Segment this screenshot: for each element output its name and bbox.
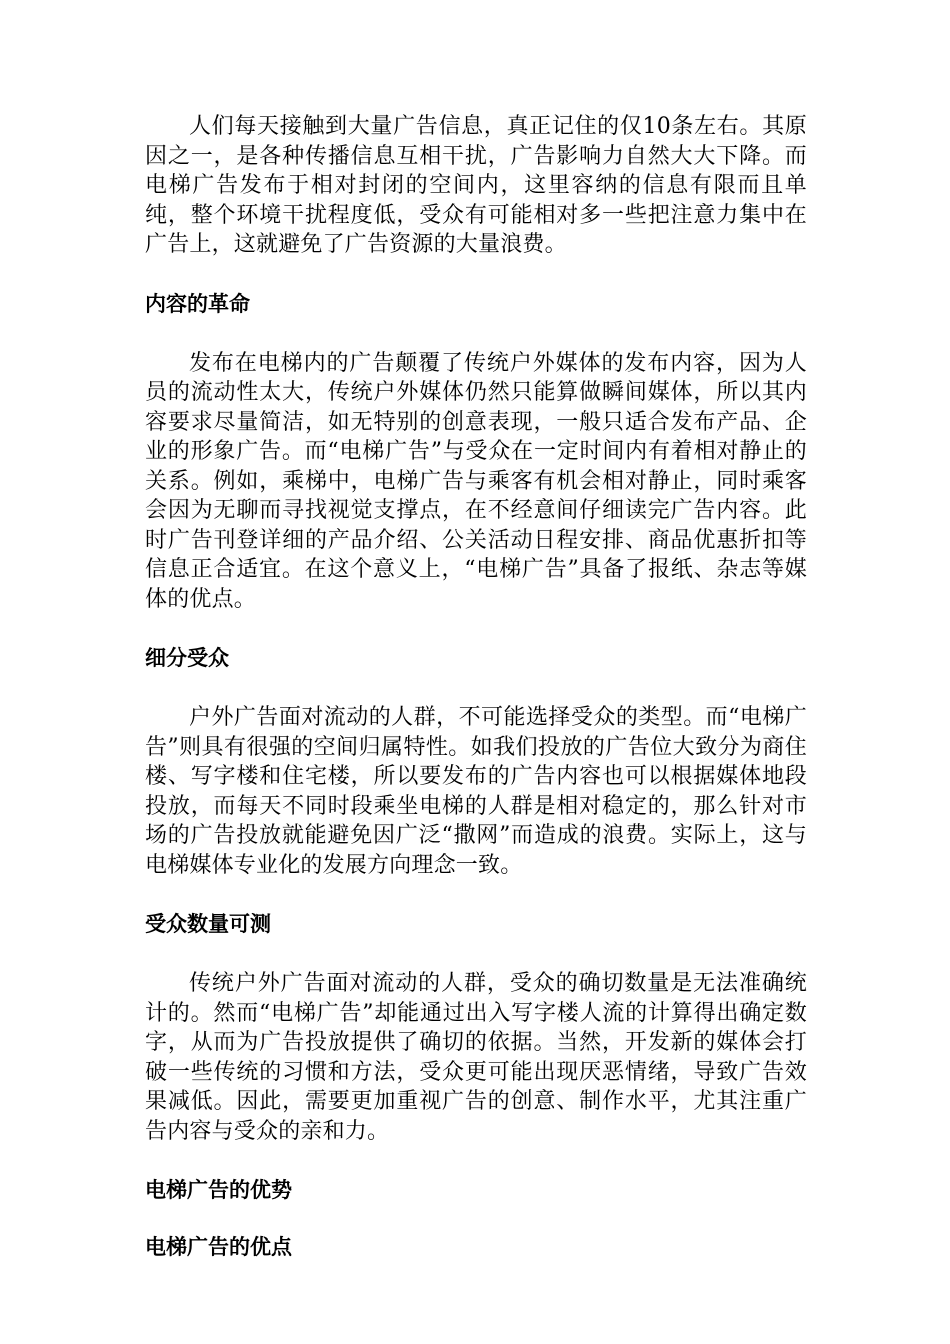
intro-paragraph: 人们每天接触到大量广告信息，真正记住的仅10条左右。其原因之一，是各种传播信息互相干扰，广告影响力自然大大下降。而电梯广告发布于相对封闭的空间内，这里容纳的信息有限而且单纯，整个环境干扰程度低，受众有可能相对多一些把注意力集中在广告上，这就避免了广告资源的大量浪费。 (145, 114, 807, 257)
section-heading-advantages: 电梯广告的优势 (145, 1178, 292, 1202)
document-page (145, 112, 807, 1262)
section-heading-content-revolution: 内容的革命 (145, 291, 250, 316)
audience-segmentation-paragraph: 户外广告面对流动的人群，不可能选择受众的类型。而“电梯广告”则具有很强的空间归属特性。如我们投放的广告位大致分为商住楼、写字楼和住宅楼，所以要发布的广告内容也可以根据媒体地段投放，而每天不同时段乘坐电梯的人群是相对稳定的，那么针对市场的广告投放就能避免因广泛“撒网”而造成的浪费。实际上，这与电梯媒体专业化的发展方向理念一致。 (145, 705, 807, 878)
section-heading-measurable-audience: 受众数量可测 (145, 912, 271, 936)
section-heading-audience-segmentation: 细分受众 (145, 646, 229, 670)
measurable-audience-paragraph: 传统户外广告面对流动的人群，受众的确切数量是无法准确统计的。然而“电梯广告”却能通过出入写字楼人流的计算得出确定数字，从而为广告投放提供了确切的依据。当然，开发新的媒体会打破一些传统的习惯和方法，受众更可能出现厌恶情绪，导致广告效果减低。因此，需要更加重视广告的创意、制作水平，尤其注重广告内容与受众的亲和力。 (145, 971, 807, 1144)
section-heading-merits: 电梯广告的优点 (145, 1235, 292, 1259)
content-revolution-paragraph: 发布在电梯内的广告颠覆了传统户外媒体的发布内容，因为人员的流动性太大，传统户外媒体仍然只能算做瞬间媒体，所以其内容要求尽量简洁，如无特别的创意表现，一般只适合发布产品、企业的形象广告。而“电梯广告”与受众在一定时间内有着相对静止的关系。例如，乘梯中，电梯广告与乘客有机会相对静止，同时乘客会因为无聊而寻找视觉支撑点，在不经意间仔细读完广告内容。此时广告刊登详细的产品介绍、公关活动日程安排、商品优惠折扣等信息正合适宜。在这个意义上，“电梯广告”具备了报纸、杂志等媒体的优点。 (145, 350, 807, 612)
